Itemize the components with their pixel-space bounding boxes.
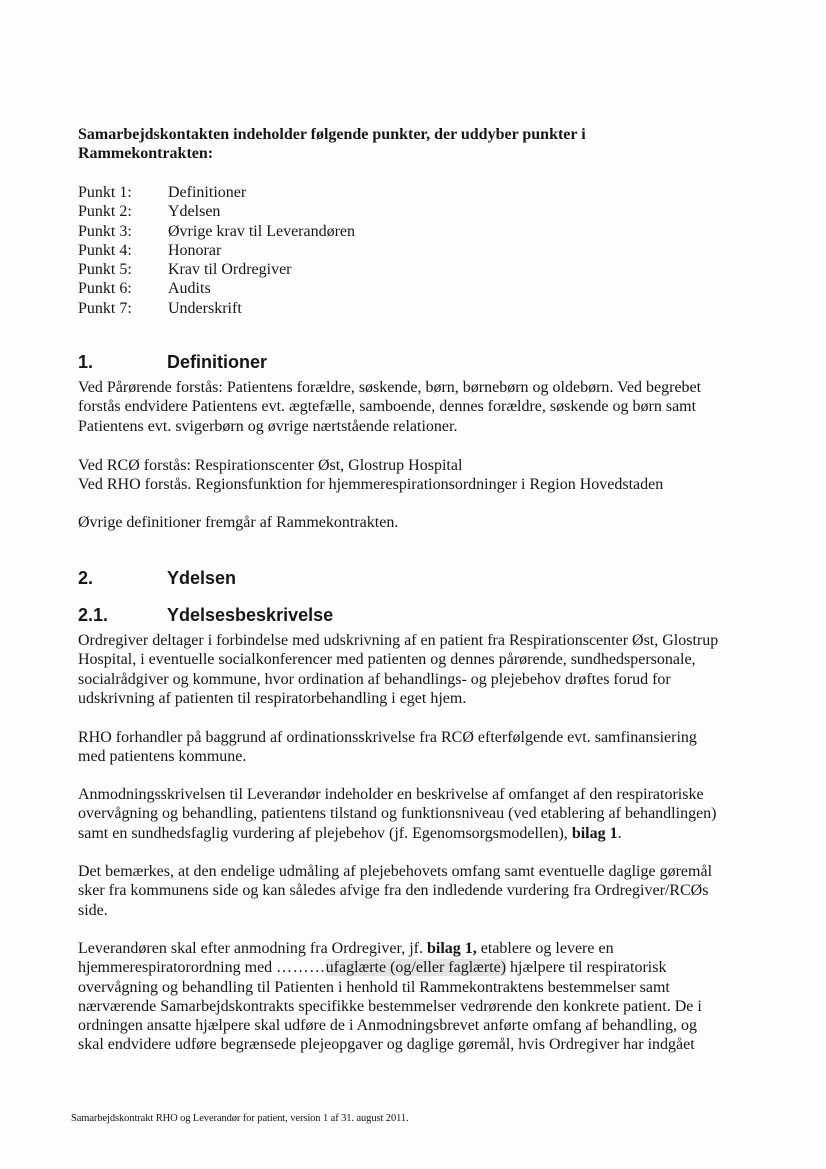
contents-item-number: Punkt 5: — [78, 261, 132, 279]
text-line: Ordregiver deltager i forbindelse med udskrivning af en patient fra Respirationscenter Øst, Glostrup — [78, 632, 719, 649]
text-run: hjælpere til respiratorisk — [506, 959, 667, 977]
appendix-reference: bilag 1 — [571, 824, 618, 842]
text-line: side. — [78, 901, 108, 919]
text-line: med patientens kommune. — [78, 748, 247, 766]
contents-item-title: Ydelsen — [168, 203, 221, 221]
text-line — [78, 958, 758, 977]
section-2-1-paragraph-5 — [78, 939, 758, 1055]
text-line — [78, 939, 758, 958]
text-line: udskrivning af patienten til respiratorbehandling i eget hjem. — [78, 689, 467, 707]
text-line — [78, 824, 758, 843]
text-line: forstås endvidere Patientens evt. ægtefælle, samboende, dennes forældre, søskende og børn samt — [78, 398, 697, 416]
text-line: Det bemærkes, at den endelige udmåling af plejebehovets omfang samt eventuelle daglige gøremål — [78, 863, 713, 880]
section-1-paragraph-1 — [78, 378, 758, 436]
text-line: Ved Pårørende forstås: Patientens forældre, søskende, børn, børnebørn og oldebørn. Ved begrebet — [78, 379, 702, 396]
section-2-1-paragraph-2 — [78, 728, 758, 767]
text-line: nærværende Samarbejdskontrakts specifikke bestemmelser vedrørende den konkrete patient. De i — [78, 997, 702, 1015]
text-line: socialrådgiver og kommune, hvor ordination af behandlings- og plejebehov drøftes forud for — [78, 670, 671, 688]
text-line: Anmodningsskrivelsen til Leverandør indeholder en beskrivelse af omfanget af den respiratoriske — [78, 786, 704, 803]
section-2-1-paragraph-3 — [78, 785, 758, 843]
text-run: etablere og levere en — [476, 940, 614, 957]
contents-item-title: Audits — [168, 280, 211, 298]
contents-item-title: Definitioner — [168, 184, 247, 201]
text-line: Ved RCØ forstås: Respirationscenter Øst, Glostrup Hospital — [78, 457, 463, 474]
section-number: 1. — [78, 352, 94, 372]
text-line: ordningen ansatte hjælpere skal udføre de i Anmodningsbrevet anførte omfang af behandling, og — [78, 1017, 697, 1035]
text-run: hjemmerespiratorordning med — [78, 959, 277, 977]
intro-heading — [78, 125, 768, 163]
section-1-paragraph-2 — [78, 456, 758, 495]
section-1-paragraph-3 — [78, 513, 758, 532]
text-line: RHO forhandler på baggrund af ordinationsskrivelse fra RCØ efterfølgende evt. samfinansiering — [78, 729, 697, 746]
text-run: Leverandøren skal efter anmodning fra Ordregiver, jf. — [78, 940, 427, 957]
text-line: overvågning og behandling, patientens tilstand og funktionsniveau (ved etablering af behandlingen) — [78, 805, 717, 823]
contents-item-number: Punkt 2: — [78, 203, 132, 221]
text-line: skal endvidere udføre begrænsede plejeopgaver og daglige gøremål, hvis Ordregiver har indgået — [78, 1036, 695, 1054]
text-line: sker fra kommunens side og kan således afvige fra den indledende vurdering fra Ordregiver/RCØs — [78, 882, 709, 900]
section-title: Ydelsesbeskrivelse — [167, 605, 334, 625]
section-number: 2.1. — [78, 605, 109, 625]
contents-item-title: Honorar — [168, 241, 222, 259]
contents-item — [78, 202, 355, 221]
contents-item — [78, 241, 355, 260]
page-footer: Samarbejdskontrakt RHO og Leverandør for patient, version 1 af 31. august 2011. — [71, 1113, 409, 1124]
contents-item-number: Punkt 6: — [78, 280, 132, 298]
section-2-1-paragraph-4 — [78, 862, 758, 920]
contents-item — [78, 183, 355, 202]
contents-item-number: Punkt 3: — [78, 222, 132, 240]
contents-item-number: Punkt 4: — [78, 241, 132, 259]
section-title: Ydelsen — [167, 568, 237, 588]
text-line: Patientens evt. svigerbørn og øvrige nærtstående relationer. — [78, 417, 458, 435]
contents-item — [78, 260, 355, 279]
intro-line-2: Rammekontrakten: — [78, 145, 214, 162]
fill-in-blank: ……… — [276, 959, 326, 977]
text-run: . — [617, 824, 622, 842]
contents-item-title: Krav til Ordregiver — [168, 261, 292, 279]
contents-item — [78, 222, 355, 241]
contents-item — [78, 279, 355, 298]
highlighted-text: ufaglærte (og/eller faglærte) — [325, 959, 507, 977]
section-title: Definitioner — [167, 352, 268, 372]
contents-item-number: Punkt 7: — [78, 299, 132, 317]
contents-list — [78, 183, 355, 318]
intro-line-1: Samarbejdskontakten indeholder følgende punkter, der uddyber punkter i — [78, 126, 586, 143]
appendix-reference: bilag 1, — [426, 940, 477, 957]
text-line: Ved RHO forstås. Regionsfunktion for hjemmerespirationsordninger i Region Hovedstaden — [78, 476, 664, 494]
section-number: 2. — [78, 568, 94, 588]
contents-item — [78, 299, 355, 318]
contents-item-title: Øvrige krav til Leverandøren — [168, 222, 356, 240]
text-line: Hospital, i eventuelle socialkonferencer med patienten og dennes pårørende, sundhedspersonale, — [78, 651, 696, 669]
text-line: overvågning og behandling til Patienten i henhold til Rammekontraktens bestemmelser samt — [78, 978, 670, 996]
contents-item-title: Underskrift — [168, 299, 242, 317]
section-2-1-paragraph-1 — [78, 631, 758, 708]
text-line: Øvrige definitioner fremgår af Rammekontrakten. — [78, 514, 399, 531]
contents-item-number: Punkt 1: — [78, 184, 132, 201]
text-run: samt en sundhedsfaglig vurdering af plejebehov (jf. Egenomsorgsmodellen), — [78, 824, 572, 842]
